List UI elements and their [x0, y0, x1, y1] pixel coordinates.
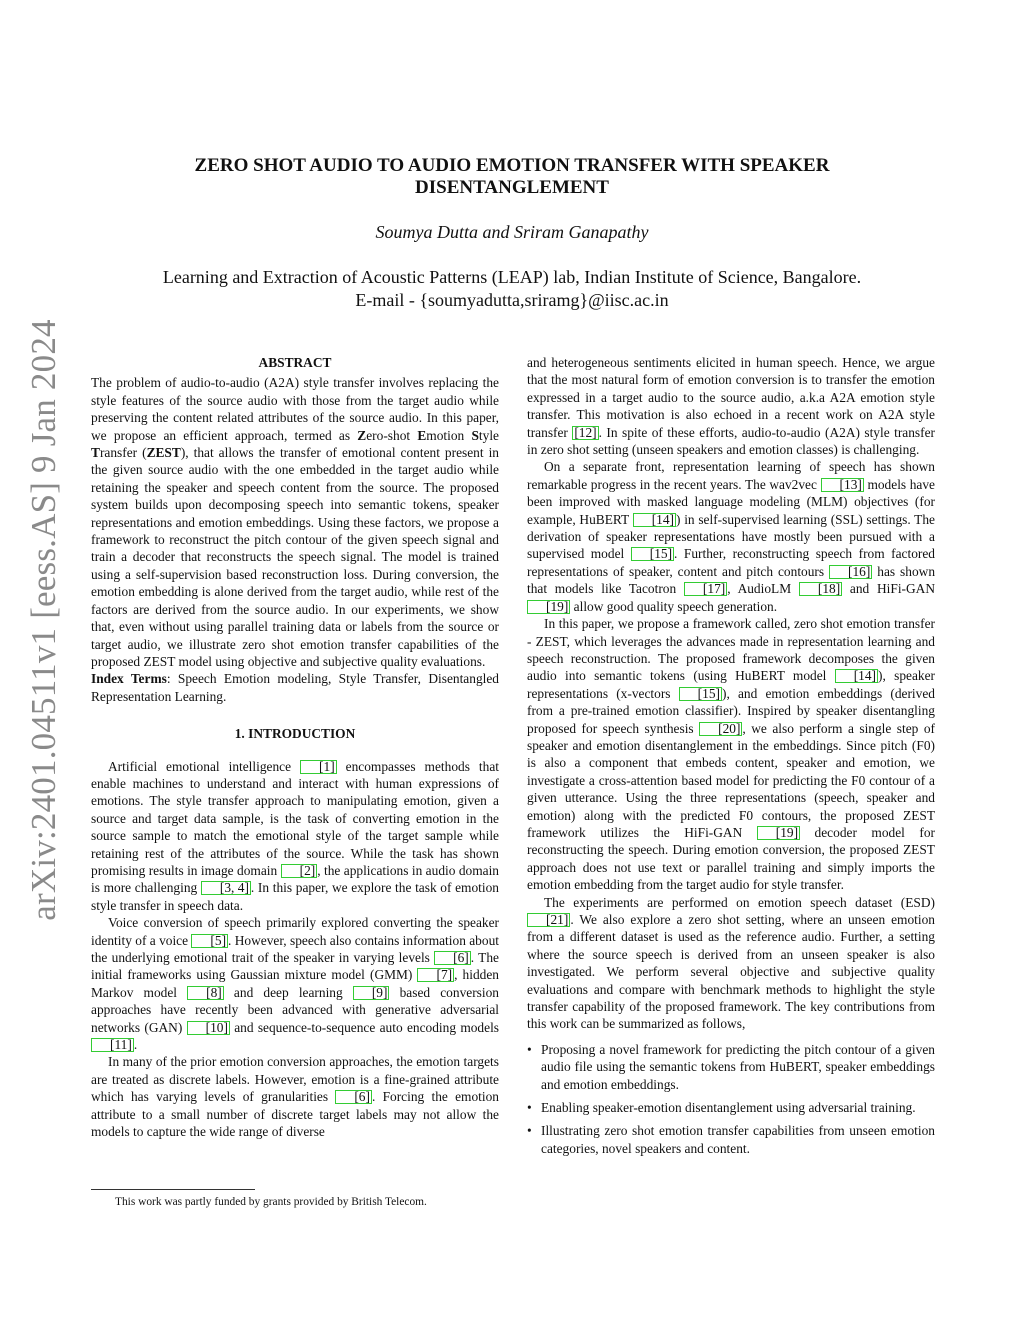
list-item-text: Illustrating zero shot emotion transfer capabilities from unseen emotion categories, novel speakers and content. — [541, 1123, 935, 1156]
text-part: . In spite of these efforts, audio-to-audio (A2A) style transfer in zero shot setting (unseen speakers and emotion classes) is challenging. — [527, 424, 935, 458]
citation-link[interactable]: [1] — [300, 760, 337, 774]
citation-link[interactable]: [11] — [91, 1038, 134, 1052]
text-part: and HiFi-GAN — [842, 581, 936, 597]
text-part: Artificial emotional intelligence — [108, 758, 301, 774]
citation-link[interactable]: [5] — [191, 934, 228, 948]
email: E-mail - {soumyadutta,sriramg}@iisc.ac.in — [355, 290, 669, 310]
list-item — [527, 1122, 935, 1157]
citation-link[interactable]: [10] — [187, 1021, 230, 1035]
abstract-acronym: ZEST — [146, 445, 181, 461]
text-part: , hidden Markov model — [91, 967, 499, 1000]
text-part: . In this paper, we explore the task of emotion style transfer in speech data. — [91, 880, 499, 913]
citation-link[interactable]: [3, 4] — [201, 881, 251, 895]
text-part: On a separate front, representation learning of speech has shown remarkable progress in the recent years. The wav2vec — [527, 459, 935, 492]
authors: Soumya Dutta and Sriram Ganapathy — [375, 222, 649, 242]
text-part: ) in self-supervised learning (SSL) settings. The derivation of speaker representations have mostly been pursued with a supervised model — [527, 511, 935, 562]
arxiv-identifier-text: arXiv:2401.04511v1 [eess.AS] 9 Jan 2024 — [24, 319, 63, 921]
index-terms-text: : Speech Emotion modeling, Style Transfer, Disentangled Representation Learning. — [91, 671, 499, 704]
right-column — [527, 354, 935, 1163]
intro-paragraph-3-continued — [527, 354, 935, 458]
intro-paragraph-5 — [527, 615, 935, 894]
text-part: . — [133, 1037, 138, 1053]
intro-paragraph-6 — [527, 894, 935, 1033]
citation-link[interactable]: [6] — [335, 1090, 372, 1104]
abstract-text-part: ), that allows the transfer of emotional content present in the given source audio with the one embedded in the target audio while retaining the speaker and speech content from the source. The proposed system builds upon decomposing speech into semantic tokens, speaker representations and emotion embeddings. Using these factors, we propose a framework to reconstruct the pitch contour of the given speech signal and train a decoder that reconstructs the speech signal. The model is trained using a self-supervision based reconstruction loss. During conversion, the emotion embedding is alone derived from the target audio, while rest of the factors are derived from the source audio. In our experiments, we show that, even without using parallel training data or labels from the source or target audio, we illustrate zero shot emotion transfer capabilities of the proposed ZEST model using objective and subjective quality evaluations. — [91, 445, 499, 669]
list-item — [527, 1041, 935, 1093]
bullet-icon: • — [527, 1041, 532, 1057]
text-part: , the applications in audio domain is more challenging — [91, 862, 500, 896]
intro-paragraph-1 — [91, 758, 499, 915]
text-part: and deep learning — [223, 984, 353, 1000]
text-part: The experiments are performed on emotion speech dataset (ESD) — [544, 894, 935, 910]
text-part: decoder model for reconstructing the speech. During emotion conversion, the proposed ZEST approach does not use text or parallel training and simply imports the emotion embedding from the target audio for style transfer. — [527, 824, 935, 893]
abstract-text-part: ransfer ( — [99, 445, 147, 461]
paper-title — [130, 155, 894, 199]
citation-link[interactable]: [7] — [417, 968, 454, 982]
abstract-text-part: tyle — [478, 427, 499, 443]
left-column — [91, 354, 499, 1140]
citation-link[interactable]: [15] — [679, 687, 722, 701]
text-part: . However, speech also contains information about the underlying emotional trait of the speaker in varying levels — [91, 932, 499, 965]
text-part: based conversion approaches have recently been advanced with generative adversarial networks (GAN) — [91, 984, 499, 1035]
citation-link[interactable]: [13] — [821, 478, 864, 492]
intro-paragraph-4 — [527, 458, 935, 615]
title-line-2: DISENTANGLEMENT — [415, 177, 609, 198]
intro-paragraph-2 — [91, 914, 499, 1053]
text-part: . Further, reconstructing speech from factored representations of speaker, content and pitch contours — [527, 546, 935, 579]
text-part: In many of the prior emotion conversion approaches, the emotion targets are treated as discrete labels. However, emotion is a fine-grained attribute which has varying levels of granularities — [91, 1054, 499, 1105]
text-part: and sequence-to-sequence auto encoding models — [229, 1019, 499, 1035]
abstract-text-part: motion — [426, 427, 472, 443]
citation-link[interactable]: [9] — [353, 986, 390, 1000]
citation-link[interactable]: [15] — [631, 547, 674, 561]
text-part: and heterogeneous sentiments elicited in human speech. Hence, we argue that the most natural form of emotion conversion is to transfer the emotion expressed in a target audio to the source audio, a.k.a A2A emotion style transfer. This motivation is also echoed in a recent work on A2A style transfer — [527, 355, 935, 440]
contributions-list — [527, 1041, 935, 1157]
bullet-icon: • — [527, 1100, 532, 1116]
index-terms — [91, 670, 499, 705]
text-part: has shown that models like Tacotron — [527, 563, 936, 597]
citation-link[interactable]: [6] — [434, 951, 471, 965]
list-item-text: Enabling speaker-emotion disentanglement using adversarial training. — [541, 1100, 916, 1116]
footnote: This work was partly funded by grants provided by British Telecom. — [115, 1196, 427, 1208]
citation-link[interactable]: [14] — [633, 513, 676, 527]
citation-link[interactable]: [12] — [574, 424, 597, 440]
abstract-heading: ABSTRACT — [258, 355, 332, 370]
citation-link[interactable]: [19] — [527, 600, 570, 614]
citation-link[interactable]: [8] — [187, 986, 224, 1000]
footnote-divider — [91, 1189, 255, 1190]
intro-paragraph-3 — [91, 1053, 499, 1140]
title-line-1: ZERO SHOT AUDIO TO AUDIO EMOTION TRANSFER WITH SPEAKER — [194, 155, 830, 176]
citation-link[interactable]: [18] — [799, 582, 842, 596]
abstract-acronym-letter: T — [91, 445, 100, 461]
text-part: allow good quality speech generation. — [570, 598, 778, 614]
list-item-text: Proposing a novel framework for predicting the pitch contour of a given audio file using the semantic tokens from HuBERT, speaker embeddings and emotion embeddings. — [541, 1041, 935, 1092]
citation-link[interactable]: [21] — [527, 913, 570, 927]
affiliation: Learning and Extraction of Acoustic Patterns (LEAP) lab, Indian Institute of Science, Bangalore. — [162, 267, 862, 287]
text-part: ), and emotion embeddings (derived from a pre-trained emotion classifier). Inspired by speaker disentangling proposed for speech synthesis — [527, 685, 935, 736]
text-part: , AudioLM — [727, 581, 799, 597]
abstract-acronym-letter: Z — [357, 427, 367, 443]
affiliation-block — [100, 266, 924, 312]
list-item — [527, 1099, 935, 1116]
citation-link[interactable]: [14] — [835, 669, 878, 683]
index-terms-label: Index Terms — [91, 671, 167, 687]
citation-link[interactable]: [20] — [699, 722, 742, 736]
citation-link[interactable]: [19] — [757, 826, 800, 840]
arxiv-identifier — [22, 270, 66, 970]
text-part: ), speaker representations (x-vectors — [527, 668, 935, 701]
introduction-heading: 1. INTRODUCTION — [234, 726, 356, 742]
abstract-acronym-letter: S — [471, 427, 479, 443]
text-part: models have been improved with masked language modeling (MLM) objectives (for example, HuBERT — [527, 476, 935, 527]
text-part: In this paper, we propose a framework called, zero shot emotion transfer - ZEST, which leverages the advances made in representation learning and speech reconstruction. The proposed framework decomposes the given audio into semantic tokens (using HuBERT model — [527, 616, 935, 684]
citation-link[interactable]: [2] — [281, 864, 318, 878]
abstract-acronym-letter: E — [417, 427, 427, 443]
abstract-text — [91, 374, 499, 670]
text-part: Voice conversion of speech primarily explored converting the speaker identity of a voice — [91, 915, 499, 948]
abstract-text-part: ero-shot — [366, 427, 418, 443]
abstract-text-part: The problem of audio-to-audio (A2A) style transfer involves replacing the style features of the source audio with those from the target audio while preserving the content related attributes of the source audio. In this paper, we propose an efficient approach, termed as — [91, 375, 499, 443]
citation-link[interactable]: [16] — [829, 565, 872, 579]
bullet-icon: • — [527, 1123, 532, 1139]
text-part: . Forcing the emotion attribute to a small number of discrete target labels may not allow the models to capture the wide range of diverse — [91, 1089, 499, 1140]
text-part: , we also perform a single step of speaker and emotion disentanglement in the embeddings. Since pitch (F0) is also a component that embeds content, speaker and emotion, we investigate a cross-attention based model for predicting the F0 contour of a given utterance. Using the three representations (speech, speaker and emotion) along with the predicted F0 contours, the proposed ZEST framework utilizes the HiFi-GAN — [527, 720, 935, 840]
text-part: encompasses methods that enable machines to understand and interact with human expressions of emotions. The style transfer approach to manipulating emotion, given a source and target data sample, is the task of converting emotion in the source sample to match the emotional style of the target sample while retaining rest of the attributes of the source. While the task has shown promising results in image domain — [91, 758, 499, 878]
citation-link[interactable]: [17] — [684, 582, 727, 596]
text-part: . The initial frameworks using Gaussian mixture model (GMM) — [91, 950, 499, 983]
text-part: . We also explore a zero shot setting, where an unseen emotion from a different dataset is used as the reference audio. Further, a setting where the source speech is derived from an unseen speaker is also investigated. We perform several objective and subjective quality evaluations and compare with benchmark methods to highlight the style transfer capability of the proposed framework. The key contributions from this work can be summarized as follows, — [527, 912, 935, 1032]
